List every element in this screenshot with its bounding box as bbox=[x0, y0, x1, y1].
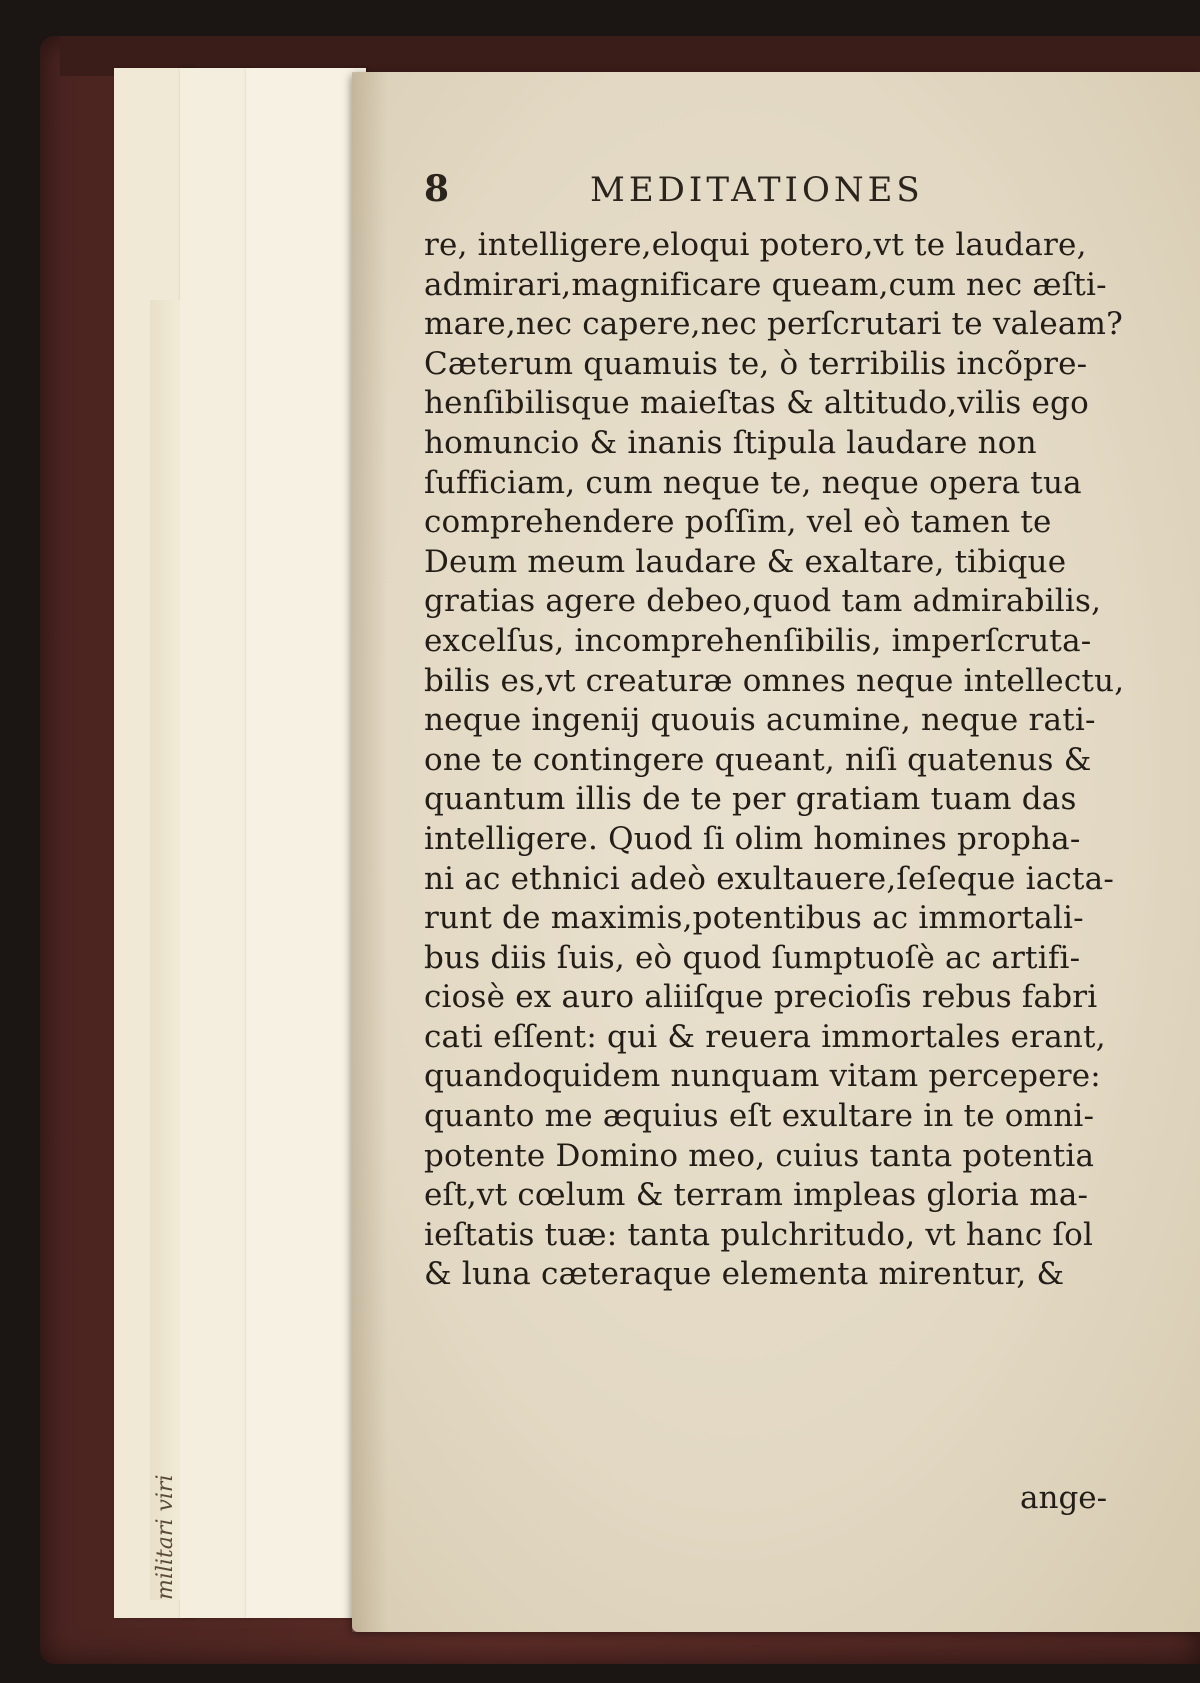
text-line: excelſus, incomprehenſibilis, imperſcruta- bbox=[424, 622, 1092, 659]
text-line: cati eſſent: qui & reuera immortales erant, bbox=[424, 1018, 1106, 1055]
text-line: quantum illis de te per gratiam tuam das bbox=[424, 781, 1077, 818]
flyleaf-3 bbox=[246, 68, 366, 1618]
text-line: Deum meum laudare & exaltare, tibique bbox=[424, 543, 1067, 580]
text-line: intelligere. Quod ſi olim homines propha- bbox=[424, 820, 1081, 857]
text-line: ni ac ethnici adeò exultauere,ſeſeque iacta- bbox=[424, 860, 1114, 897]
text-line: & luna cæteraque elementa mirentur, & bbox=[424, 1256, 1065, 1293]
text-line: quandoquidem nunquam vitam percepere: bbox=[424, 1058, 1101, 1095]
body-text bbox=[424, 226, 1124, 1295]
text-line: quanto me æquius eſt exultare in te omni- bbox=[424, 1098, 1095, 1135]
page-number: 8 bbox=[424, 168, 450, 210]
page-header bbox=[420, 168, 1020, 218]
catchword: ange- bbox=[1020, 1480, 1108, 1516]
text-line: comprehendere poſſim, vel eò tamen te bbox=[424, 504, 1052, 541]
text-line: homuncio & inanis ſtipula laudare non bbox=[424, 424, 1037, 461]
text-line: neque ingenij quouis acumine, neque rati- bbox=[424, 702, 1096, 739]
text-line: runt de maximis,potentibus ac immortali- bbox=[424, 900, 1084, 937]
slip-handwriting: militari viri bbox=[153, 1474, 178, 1600]
text-line: bilis es,vt creaturæ omnes neque intellectu, bbox=[424, 662, 1125, 699]
text-line: eſt,vt cœlum & terram impleas gloria ma- bbox=[424, 1177, 1089, 1214]
text-line: re, intelligere,eloqui potero,vt te laudare, bbox=[424, 227, 1087, 263]
text-line: potente Domino meo, cuius tanta potentia bbox=[424, 1137, 1095, 1174]
text-line: one te contingere queant, niſi quatenus & bbox=[424, 741, 1092, 778]
inserted-paper-slip bbox=[150, 300, 180, 1600]
text-line: gratias agere debeo,quod tam admirabilis, bbox=[424, 583, 1102, 620]
text-line: ciosè ex auro aliiſque precioſis rebus fabri bbox=[424, 979, 1098, 1016]
text-line: ieſtatis tuæ: tanta pulchritudo, vt hanc ſol bbox=[424, 1216, 1094, 1253]
text-line: ſufficiam, cum neque te, neque opera tua bbox=[424, 464, 1082, 501]
text-line: henſibilisque maieſtas & altitudo,vilis ego bbox=[424, 385, 1089, 422]
text-line: mare,nec capere,nec perſcrutari te valeam? bbox=[424, 306, 1123, 343]
text-line: admirari,magnificare queam,cum nec æſti- bbox=[424, 266, 1107, 303]
running-head: MEDITATIONES bbox=[590, 170, 924, 210]
text-line: Cæterum quamuis te, ò terribilis incõpre- bbox=[424, 345, 1088, 382]
flyleaf-2 bbox=[180, 68, 250, 1618]
text-line: bus diis ſuis, eò quod ſumptuoſè ac artifi- bbox=[424, 939, 1081, 976]
